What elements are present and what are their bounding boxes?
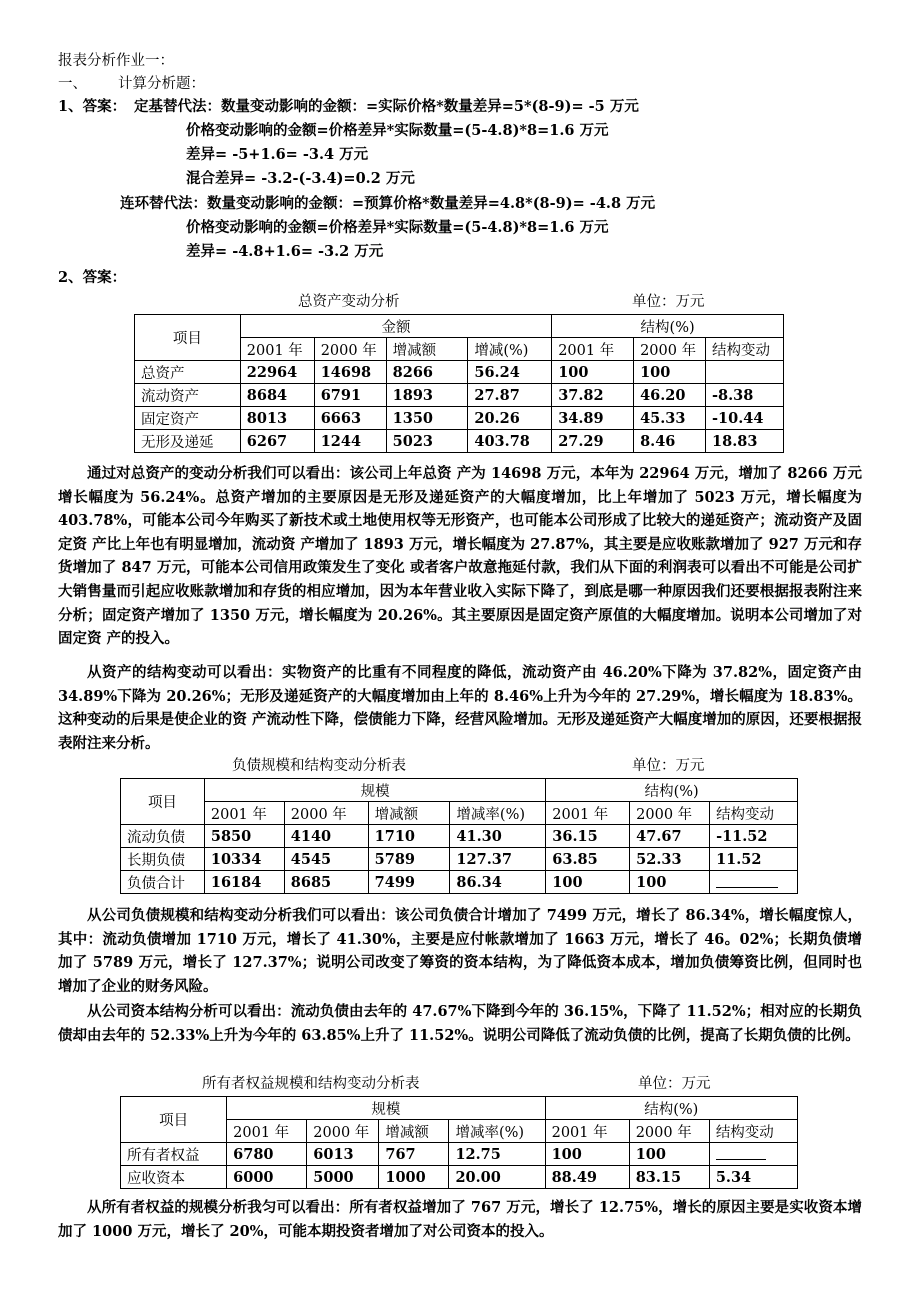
table-cell: 63.85: [546, 848, 630, 871]
table-cell: 8685: [284, 871, 368, 894]
row-label: 长期负债: [121, 848, 205, 871]
table-header-cell: 2001 年: [227, 1120, 307, 1143]
table2-title: 负债规模和结构变动分析表: [232, 758, 406, 774]
table-cell: 88.49: [545, 1166, 629, 1189]
table-cell: 45.33: [634, 407, 706, 430]
answer-1-label: 1、答案：: [58, 98, 127, 115]
table-cell: 6780: [227, 1143, 307, 1166]
analysis-paragraph: 从资产的结构变动可以看出：实物资产的比重有不同程度的降低，流动资产由 46.20%下降为 37.82%，固定资产由 34.89%下降为 20.26%；无形及递延资产的大幅度增加由上年的 8.46%上升为今年的 27.29%，增长幅度为 18.83%。这种变动的后果是使企业的资 产流动性下降，偿债能力下降，经营风险增加。无形及递延资产大幅度增加的原因，还要根据报表附注来分析。: [58, 664, 862, 752]
table-header-cell: 增减额: [386, 338, 468, 361]
table-cell: 27.29: [552, 430, 634, 453]
total-assets-table: [134, 314, 784, 453]
section-number: 一、: [58, 76, 87, 92]
table-cell: 22964: [240, 361, 314, 384]
table-header-cell: 2000 年: [284, 802, 368, 825]
table-header-item: 项目: [135, 315, 241, 361]
table-header-group: 结构(%): [546, 779, 798, 802]
table-header-cell: 2001 年: [545, 1120, 629, 1143]
table-cell: 20.00: [449, 1166, 545, 1189]
table-header-cell: 增减额: [379, 1120, 449, 1143]
analysis-paragraph: 从所有者权益的规模分析我匀可以看出：所有者权益增加了 767 万元，增长了 12.75%，增长的原因主要是实收资本增加了 1000 万元，增长了 20%，可能本期投资者增加了对公司资本的投入。: [58, 1199, 862, 1240]
table-header-group: 规模: [227, 1097, 545, 1120]
row-label: 负债合计: [121, 871, 205, 894]
table3-title: 所有者权益规模和结构变动分析表: [202, 1076, 420, 1092]
equity-table: [120, 1096, 798, 1189]
table-cell: -8.38: [706, 384, 784, 407]
table-header-cell: 2001 年: [240, 338, 314, 361]
table2-unit: 单位：万元: [632, 758, 705, 774]
table-header-item: 项目: [121, 779, 205, 825]
table-row: [121, 825, 798, 848]
table-cell: 100: [629, 1143, 709, 1166]
table-cell: 36.15: [546, 825, 630, 848]
table-cell: 6267: [240, 430, 314, 453]
table-cell: 1893: [386, 384, 468, 407]
table-row: [121, 848, 798, 871]
table-header-cell: 2000 年: [630, 802, 710, 825]
table-cell: 20.26: [468, 407, 552, 430]
table-cell: 8266: [386, 361, 468, 384]
table-header-group: 结构(%): [545, 1097, 797, 1120]
table-header-group: 规模: [204, 779, 545, 802]
table-cell: 12.75: [449, 1143, 545, 1166]
table-cell: 8013: [240, 407, 314, 430]
table-cell: 6663: [314, 407, 386, 430]
table-header-cell: 增减(%): [468, 338, 552, 361]
table-row: [135, 361, 784, 384]
table-cell: 34.89: [552, 407, 634, 430]
table-row: [121, 1143, 798, 1166]
table-row: [135, 384, 784, 407]
table-cell: 100: [552, 361, 634, 384]
table-cell: 18.83: [706, 430, 784, 453]
table-cell: 41.30: [450, 825, 546, 848]
table-cell: 7499: [368, 871, 450, 894]
answer-1-line: 差异= -4.8+1.6= -3.2 万元: [186, 243, 384, 260]
answer-1-line: 价格变动影响的金额=价格差异*实际数量=(5-4.8)*8=1.6 万元: [186, 122, 609, 139]
table-header-cell: 2000 年: [634, 338, 706, 361]
table-cell: 86.34: [450, 871, 546, 894]
table-cell: 83.15: [629, 1166, 709, 1189]
table-cell: 5.34: [709, 1166, 797, 1189]
table-cell: 8684: [240, 384, 314, 407]
table-cell: 8.46: [634, 430, 706, 453]
table-header-cell: 2001 年: [546, 802, 630, 825]
answer-2-label: 2、答案：: [58, 269, 127, 286]
table-cell: 127.37: [450, 848, 546, 871]
analysis-paragraph: 从公司资本结构分析可以看出：流动负债由去年的 47.67%下降到今年的 36.15%，下降了 11.52%；相对应的长期负债却由去年的 52.33%上升为今年的 63.85%上升了 11.52%。说明公司降低了流动负债的比例，提高了长期负债的比例。: [58, 1003, 862, 1044]
section-heading: 计算分析题：: [118, 76, 205, 92]
table-cell: 100: [545, 1143, 629, 1166]
page-title: 报表分析作业一：: [58, 53, 174, 69]
table-cell: 6000: [227, 1166, 307, 1189]
table-cell: 47.67: [630, 825, 710, 848]
table-header-cell: 结构变动: [710, 802, 798, 825]
table-cell: 1350: [386, 407, 468, 430]
table-header-cell: 结构变动: [706, 338, 784, 361]
table-cell: 27.87: [468, 384, 552, 407]
table-cell: 52.33: [630, 848, 710, 871]
table-row: [121, 871, 798, 894]
table-cell: 6013: [307, 1143, 379, 1166]
table-cell: 11.52: [710, 848, 798, 871]
answer-1-line: 价格变动影响的金额=价格差异*实际数量=(5-4.8)*8=1.6 万元: [186, 219, 609, 236]
table-cell: -11.52: [710, 825, 798, 848]
answer-1-line: 差异= -5+1.6= -3.4 万元: [186, 146, 369, 163]
table-cell: 1244: [314, 430, 386, 453]
table-header-item: 项目: [121, 1097, 227, 1143]
analysis-paragraph: 从公司负债规模和结构变动分析我们可以看出：该公司负债合计增加了 7499 万元，增长了 86.34%，增长幅度惊人，其中：流动负债增加 1710 万元，增长了 41.30%，主要是应付帐款增加了 1663 万元，增长了 46。02%；长期负债增加了 5789 万元，增长了 127.37%；说明公司改变了筹资的资本结构，为了降低资本成本，增加负债筹资比例，但同时也增加了企业的财务风险。: [58, 907, 862, 995]
table-cell: 5000: [307, 1166, 379, 1189]
table-header-cell: 结构变动: [709, 1120, 797, 1143]
blank-underline: [710, 871, 798, 894]
table-header-group: 金额: [240, 315, 551, 338]
table-header-cell: 2001 年: [204, 802, 284, 825]
table-header-cell: 2000 年: [307, 1120, 379, 1143]
answer-1-line: 混合差异= -3.2-(-3.4)=0.2 万元: [186, 170, 415, 187]
row-label: 无形及递延: [135, 430, 241, 453]
table-header-cell: 增减率(%): [449, 1120, 545, 1143]
answer-1-line: 连环替代法：数量变动影响的金额：=预算价格*数量差异=4.8*(8-9)= -4.8 万元: [120, 195, 656, 212]
table-cell: 1000: [379, 1166, 449, 1189]
blank-underline: [709, 1143, 797, 1166]
analysis-paragraph: 通过对总资产的变动分析我们可以看出：该公司上年总资 产为 14698 万元，本年为 22964 万元，增加了 8266 万元增长幅度为 56.24%。总资产增加的主要原因是无形及递延资产的大幅度增加，比上年增加了 5023 万元，增长幅度为 403.78%，可能本公司今年购买了新技术或土地使用权等无形资产，也可能本公司形成了比较大的递延资产；流动资产及固定资 产比上年也有明显增加，流动资 产增加了 1893 万元，增长幅度为 27.87%，其主要是应收账款增加了 927 万元和存货增加了 847 万元，可能本公司信用政策发生了变化 或者客户故意拖延付款，我们从下面的利润表可以看出不可能是公司扩大销售量而引起应收账款增加和存货的相应增加，因为本年营业收入实际下降了，到底是哪一种原因我们还要根据报表附注来分析；固定资产增加了 1350 万元，增长幅度为 20.26%。其主要原因是固定资产原值的大幅度增加。说明本公司增加了对固定资 产的投入。: [58, 465, 862, 648]
table-header-cell: 2000 年: [314, 338, 386, 361]
table3-unit: 单位：万元: [638, 1076, 711, 1092]
table-cell: 56.24: [468, 361, 552, 384]
table-cell: 16184: [204, 871, 284, 894]
table-cell: 37.82: [552, 384, 634, 407]
row-label: 流动资产: [135, 384, 241, 407]
table-cell: 100: [634, 361, 706, 384]
row-label: 总资产: [135, 361, 241, 384]
table-row: [121, 1166, 798, 1189]
table-row: [135, 407, 784, 430]
table-cell: 4140: [284, 825, 368, 848]
table-cell: 100: [630, 871, 710, 894]
table-cell: [706, 361, 784, 384]
table-cell: 767: [379, 1143, 449, 1166]
table-cell: 14698: [314, 361, 386, 384]
table-cell: 10334: [204, 848, 284, 871]
table-header-group: 结构(%): [552, 315, 784, 338]
table-cell: 100: [546, 871, 630, 894]
row-label: 所有者权益: [121, 1143, 227, 1166]
table-cell: 4545: [284, 848, 368, 871]
table-cell: 5023: [386, 430, 468, 453]
table-cell: 1710: [368, 825, 450, 848]
table-cell: 46.20: [634, 384, 706, 407]
row-label: 流动负债: [121, 825, 205, 848]
table-header-cell: 2001 年: [552, 338, 634, 361]
table-cell: 6791: [314, 384, 386, 407]
table1-unit: 单位：万元: [632, 294, 705, 310]
liabilities-table: [120, 778, 798, 894]
table-cell: 403.78: [468, 430, 552, 453]
table1-title: 总资产变动分析: [298, 294, 400, 310]
table-cell: 5850: [204, 825, 284, 848]
row-label: 应收资本: [121, 1166, 227, 1189]
table-header-cell: 2000 年: [629, 1120, 709, 1143]
row-label: 固定资产: [135, 407, 241, 430]
table-header-cell: 增减额: [368, 802, 450, 825]
table-row: [135, 430, 784, 453]
table-cell: -10.44: [706, 407, 784, 430]
answer-1-line: 定基替代法：数量变动影响的金额：=实际价格*数量差异=5*(8-9)= -5 万元: [134, 98, 639, 115]
table-header-cell: 增减率(%): [450, 802, 546, 825]
table-cell: 5789: [368, 848, 450, 871]
